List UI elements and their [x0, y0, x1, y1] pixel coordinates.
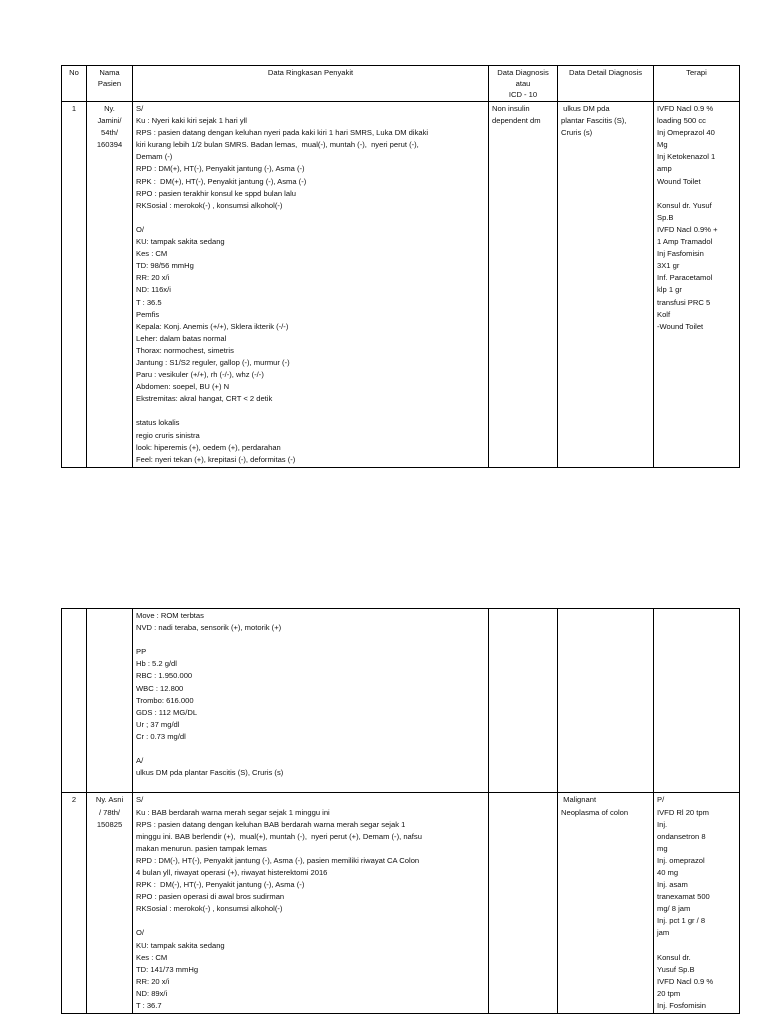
cell-line — [136, 779, 485, 791]
cell-line: Feel: nyeri tekan (+), krepitasi (-), deformitas (-) — [136, 454, 296, 464]
cell-line: amp — [657, 164, 672, 174]
cell-diagnosis — [489, 793, 558, 1014]
cell-line: minggu ini. BAB berlendir (+), mual(+), muntah (-), nyeri perut (+), Demam (-), nafsu — [136, 831, 422, 841]
cell-line: Jantung : S1/S2 reguler, gallop (-), murmur (-) — [136, 357, 290, 367]
cell-line: 40 mg — [657, 867, 679, 877]
cell-line: ND: 116x/i — [136, 285, 171, 295]
cell-line: NVD : nadi teraba, sensorik (+), motorik (+) — [136, 623, 282, 633]
cell-line: RPS : pasien datang dengan keluhan nyeri pada kaki kiri 1 hari SMRS, Luka DM dikaki — [136, 128, 429, 138]
cell-line: WBC : 12.800 — [136, 683, 184, 693]
cell-line: 150825 — [96, 819, 123, 829]
cell-line: Inj Omeprazol 40 — [657, 128, 715, 138]
cell-line: status lokalis — [136, 418, 180, 428]
header-terapi: Terapi — [654, 66, 740, 102]
cell-line: Inj. Fosfomisin — [657, 1001, 706, 1010]
cell-line: Inj Fasfomisin — [657, 249, 704, 259]
cell-line: Thorax: normochest, simetris — [136, 345, 234, 355]
cell-line: Sp.B — [657, 212, 674, 222]
cell-line — [136, 212, 485, 224]
header-nama-pasien: Nama Pasien — [87, 66, 133, 102]
cell-line: regio cruris sinistra — [136, 430, 200, 440]
cell-line: Cr : 0.73 mg/dl — [136, 731, 186, 741]
cell-line: ND: 89x/i — [136, 988, 168, 998]
header-diagnosis: Data Diagnosis atau ICD - 10 — [489, 66, 558, 102]
cell-line: Ur ; 37 mg/dl — [136, 719, 180, 729]
cell-line — [136, 405, 485, 417]
cell-line: Trombo: 616.000 — [136, 695, 194, 705]
cell-line: ulkus DM pda plantar Fascitis (S), Cruris (s) — [136, 768, 284, 778]
cell-line: RR: 20 x/i — [136, 976, 170, 986]
cell-line: Inj. pct 1 gr / 8 — [657, 916, 706, 926]
cell-line: 4 bulan yll, riwayat operasi (+), riwayat histerektomi 2016 — [136, 867, 328, 877]
cell-line: S/ — [136, 795, 144, 805]
cell-line: Paru : vesikuler (+/+), rh (-/-), whz (-/-) — [136, 370, 264, 380]
cell-line: transfusi PRC 5 — [657, 297, 711, 307]
cell-line: Inj. asam — [657, 880, 688, 890]
cell-detail-diagnosis — [558, 793, 654, 1014]
cell-ringkasan — [133, 609, 489, 793]
cell-line — [657, 940, 736, 952]
cell-line: Abdomen: soepel, BU (+) N — [136, 382, 230, 392]
cell-line: Pemfis — [136, 309, 160, 319]
cell-line: Demam (-) — [136, 152, 173, 162]
cell-line: Ku : Nyeri kaki kiri sejak 1 hari yll — [136, 116, 247, 126]
cell-line: TD: 98/56 mmHg — [136, 261, 194, 271]
cell-line — [657, 188, 736, 200]
cell-line: PP — [136, 647, 147, 657]
medical-table-page-2 — [61, 608, 740, 1014]
cell-line: P/ — [657, 795, 665, 805]
cell-line — [136, 743, 485, 755]
cell-line: Kes : CM — [136, 952, 168, 962]
cell-line: IVFD Nacl 0.9 % — [657, 976, 714, 986]
cell-line: O/ — [136, 928, 145, 938]
cell-line: Kes : CM — [136, 249, 168, 259]
cell-line: RPO : pasien terakhir konsul ke sppd bulan lalu — [136, 188, 296, 198]
table-row — [62, 102, 740, 468]
cell-nama-pasien — [87, 102, 133, 468]
cell-line: IVFD Nacl 0.9 % — [657, 104, 714, 113]
cell-line: / 78th/ — [98, 807, 121, 817]
cell-line: Inj Ketokenazol 1 — [657, 152, 716, 162]
cell-line: GDS : 112 MG/DL — [136, 707, 198, 717]
cell-line: -Wound Toilet — [657, 321, 704, 331]
cell-line: T : 36.7 — [136, 1001, 162, 1010]
cell-line: ulkus DM pda — [561, 104, 610, 113]
cell-line — [136, 634, 485, 646]
cell-line: Cruris (s) — [561, 128, 593, 138]
cell-no: 1 — [62, 102, 87, 468]
cell-no: 2 — [62, 793, 87, 1014]
cell-nama-pasien — [87, 793, 133, 1014]
table-row — [62, 793, 740, 1014]
cell-line: Inj. omeprazol — [657, 855, 705, 865]
cell-line: Ekstremitas: akral hangat, CRT < 2 detik — [136, 394, 273, 404]
cell-line: RPD : DM(-), HT(-), Penyakit jantung (-), Asma (-), pasien memiliki riwayat CA Colon — [136, 855, 420, 865]
cell-line: Ny. Asni — [95, 795, 124, 805]
cell-nama-pasien — [87, 609, 133, 793]
cell-line: Mg — [657, 140, 668, 150]
cell-terapi — [654, 793, 740, 1014]
cell-line: Inj. — [657, 819, 668, 829]
cell-line: klp 1 gr — [657, 285, 682, 295]
cell-detail-diagnosis — [558, 102, 654, 468]
cell-line: jam — [657, 928, 670, 938]
cell-line: RPS : pasien datang dengan keluhan BAB berdarah warna merah segar sejak 1 — [136, 819, 406, 829]
cell-line: Move : ROM terbtas — [136, 611, 204, 620]
header-detail-diagnosis: Data Detail Diagnosis — [558, 66, 654, 102]
cell-line: Konsul dr. — [657, 952, 691, 962]
cell-ringkasan — [133, 793, 489, 1014]
cell-line: 20 tpm — [657, 988, 681, 998]
cell-diagnosis — [489, 609, 558, 793]
cell-line: RKSosial : merokok(-) , konsumsi alkohol(-) — [136, 200, 283, 210]
cell-line: T : 36.5 — [136, 297, 162, 307]
cell-line: Ku : BAB berdarah warna merah segar sejak 1 minggu ini — [136, 807, 330, 817]
cell-line: Hb : 5.2 g/dl — [136, 659, 177, 669]
cell-line: Yusuf Sp.B — [657, 964, 695, 974]
cell-line: plantar Fascitis (S), — [561, 116, 627, 126]
cell-line: Kepala: Konj. Anemis (+/+), Sklera ikterik (-/-) — [136, 321, 289, 331]
cell-line: ondansetron 8 — [657, 831, 706, 841]
cell-line: tranexamat 500 — [657, 892, 710, 902]
cell-line: Konsul dr. Yusuf — [657, 200, 712, 210]
cell-line: IVFD Rl 20 tpm — [657, 807, 709, 817]
cell-line: O/ — [136, 224, 145, 234]
cell-line: look: hiperemis (+), oedem (+), perdarahan — [136, 442, 281, 452]
cell-terapi — [654, 609, 740, 793]
cell-line: KU: tampak sakita sedang — [136, 237, 225, 247]
cell-line: RBC : 1.950.000 — [136, 671, 193, 681]
cell-line: mg — [657, 843, 668, 853]
cell-detail-diagnosis — [558, 609, 654, 793]
cell-line: RPO : pasien operasi di awal bros sudirman — [136, 892, 285, 902]
medical-table-page-1 — [61, 65, 740, 468]
cell-ringkasan — [133, 102, 489, 468]
cell-line: RKSosial : merokok(-) , konsumsi alkohol(-) — [136, 904, 283, 914]
cell-line: IVFD Nacl 0.9% + — [657, 224, 718, 234]
table-header-row — [62, 66, 740, 102]
cell-line: Wound Toilet — [657, 176, 701, 186]
cell-line: KU: tampak sakita sedang — [136, 940, 225, 950]
cell-diagnosis — [489, 102, 558, 468]
cell-terapi — [654, 102, 740, 468]
header-ringkasan: Data Ringkasan Penyakit — [133, 66, 489, 102]
cell-line: RR: 20 x/i — [136, 273, 170, 283]
cell-line: dependent dm — [492, 116, 541, 126]
cell-line: Non insulin — [492, 104, 530, 113]
cell-line: mg/ 8 jam — [657, 904, 691, 914]
cell-line: makan menurun. pasien tampak lemas — [136, 843, 267, 853]
cell-line: S/ — [136, 104, 144, 113]
cell-line: A/ — [136, 756, 144, 766]
cell-line: RPK : DM(+), HT(-), Penyakit jantung (-), Asma (-) — [136, 176, 307, 186]
cell-line: Leher: dalam batas normal — [136, 333, 227, 343]
cell-line: Malignant — [561, 795, 597, 805]
header-no: No — [62, 66, 87, 102]
cell-line: Jamini/ — [97, 116, 122, 126]
cell-line: RPD : DM(+), HT(-), Penyakit jantung (-), Asma (-) — [136, 164, 305, 174]
cell-line — [136, 915, 485, 927]
cell-line: Inf. Paracetamol — [657, 273, 713, 283]
table-row — [62, 609, 740, 793]
cell-line: 1 Amp Tramadol — [657, 237, 713, 247]
cell-line: RPK : DM(-), HT(-), Penyakit jantung (-), Asma (-) — [136, 880, 305, 890]
cell-line: 54th/ — [101, 128, 118, 138]
cell-line: 3X1 gr — [657, 261, 680, 271]
cell-line: Ny. — [104, 104, 115, 113]
cell-line: Kolf — [657, 309, 671, 319]
cell-line: Neoplasma of colon — [561, 807, 629, 817]
cell-line: 160394 — [96, 140, 123, 150]
cell-line: TD: 141/73 mmHg — [136, 964, 199, 974]
cell-no — [62, 609, 87, 793]
cell-line: loading 500 cc — [657, 116, 706, 126]
cell-line: kiri kurang lebih 1/2 bulan SMRS. Badan lemas, mual(-), muntah (-), nyeri perut (-), — [136, 140, 419, 150]
